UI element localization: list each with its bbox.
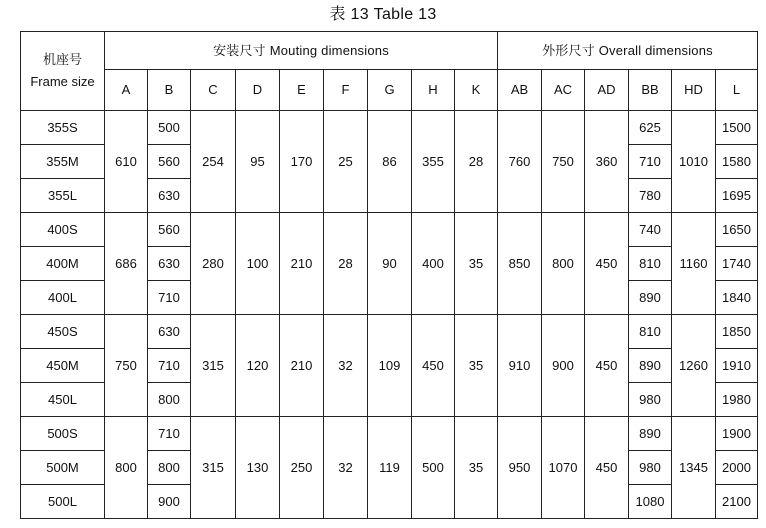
- column-header-d: D: [236, 70, 280, 111]
- cell-a: 800: [105, 417, 148, 519]
- column-header-ad: AD: [585, 70, 629, 111]
- cell-hd: 1160: [672, 213, 716, 315]
- mounting-dimensions-header: 安装尺寸 Mouting dimensions: [105, 32, 498, 70]
- column-header-hd: HD: [672, 70, 716, 111]
- table-row: [21, 417, 758, 451]
- cell-f: 25: [324, 111, 368, 213]
- header-row-columns: [21, 70, 758, 111]
- cell-b: 900: [148, 485, 191, 519]
- cell-bb: 810: [629, 315, 672, 349]
- cell-g: 90: [368, 213, 412, 315]
- cell-k: 28: [455, 111, 498, 213]
- cell-f: 28: [324, 213, 368, 315]
- cell-bb: 1080: [629, 485, 672, 519]
- frame-size-cell: 355S: [21, 111, 105, 145]
- frame-size-header-en: Frame size: [30, 74, 95, 89]
- cell-l: 1695: [716, 179, 758, 213]
- table-body: [21, 111, 758, 519]
- cell-hd: 1260: [672, 315, 716, 417]
- cell-bb: 740: [629, 213, 672, 247]
- cell-g: 109: [368, 315, 412, 417]
- cell-ac: 800: [542, 213, 585, 315]
- frame-size-cell: 355L: [21, 179, 105, 213]
- frame-size-cell: 500S: [21, 417, 105, 451]
- cell-k: 35: [455, 213, 498, 315]
- cell-k: 35: [455, 315, 498, 417]
- frame-size-cell: 450M: [21, 349, 105, 383]
- frame-size-cell: 450S: [21, 315, 105, 349]
- cell-ac: 900: [542, 315, 585, 417]
- cell-d: 100: [236, 213, 280, 315]
- cell-ab: 850: [498, 213, 542, 315]
- cell-e: 210: [280, 213, 324, 315]
- column-header-bb: BB: [629, 70, 672, 111]
- cell-bb: 980: [629, 451, 672, 485]
- cell-ab: 910: [498, 315, 542, 417]
- cell-h: 450: [412, 315, 455, 417]
- cell-g: 86: [368, 111, 412, 213]
- table-row: [21, 111, 758, 145]
- overall-dimensions-header: 外形尺寸 Overall dimensions: [498, 32, 758, 70]
- cell-e: 210: [280, 315, 324, 417]
- cell-ab: 950: [498, 417, 542, 519]
- cell-f: 32: [324, 417, 368, 519]
- column-header-h: H: [412, 70, 455, 111]
- cell-ac: 750: [542, 111, 585, 213]
- column-header-ab: AB: [498, 70, 542, 111]
- cell-b: 630: [148, 247, 191, 281]
- column-header-e: E: [280, 70, 324, 111]
- cell-bb: 780: [629, 179, 672, 213]
- column-header-a: A: [105, 70, 148, 111]
- cell-ad: 450: [585, 315, 629, 417]
- cell-h: 500: [412, 417, 455, 519]
- frame-size-cell: 500M: [21, 451, 105, 485]
- cell-hd: 1010: [672, 111, 716, 213]
- frame-size-header-cn: 机座号: [42, 52, 82, 67]
- cell-l: 1840: [716, 281, 758, 315]
- cell-b: 710: [148, 349, 191, 383]
- cell-h: 400: [412, 213, 455, 315]
- cell-a: 610: [105, 111, 148, 213]
- cell-ab: 760: [498, 111, 542, 213]
- cell-d: 130: [236, 417, 280, 519]
- cell-e: 250: [280, 417, 324, 519]
- cell-c: 315: [191, 417, 236, 519]
- cell-l: 1500: [716, 111, 758, 145]
- cell-l: 1650: [716, 213, 758, 247]
- cell-l: 1580: [716, 145, 758, 179]
- cell-b: 800: [148, 383, 191, 417]
- cell-b: 630: [148, 315, 191, 349]
- column-header-l: L: [716, 70, 758, 111]
- cell-bb: 710: [629, 145, 672, 179]
- cell-bb: 890: [629, 417, 672, 451]
- frame-size-cell: 400L: [21, 281, 105, 315]
- dimensions-table: [20, 31, 758, 519]
- cell-l: 1900: [716, 417, 758, 451]
- cell-l: 1740: [716, 247, 758, 281]
- column-header-b: B: [148, 70, 191, 111]
- table-row: [21, 315, 758, 349]
- cell-bb: 810: [629, 247, 672, 281]
- frame-size-cell: 400S: [21, 213, 105, 247]
- cell-a: 686: [105, 213, 148, 315]
- column-header-g: G: [368, 70, 412, 111]
- cell-f: 32: [324, 315, 368, 417]
- cell-hd: 1345: [672, 417, 716, 519]
- cell-c: 280: [191, 213, 236, 315]
- header-row-groups: [21, 32, 758, 70]
- cell-d: 95: [236, 111, 280, 213]
- cell-c: 254: [191, 111, 236, 213]
- cell-d: 120: [236, 315, 280, 417]
- cell-l: 2000: [716, 451, 758, 485]
- frame-size-cell: 450L: [21, 383, 105, 417]
- frame-size-cell: 400M: [21, 247, 105, 281]
- cell-g: 119: [368, 417, 412, 519]
- cell-ad: 450: [585, 213, 629, 315]
- cell-b: 800: [148, 451, 191, 485]
- cell-b: 560: [148, 213, 191, 247]
- cell-bb: 890: [629, 281, 672, 315]
- cell-b: 710: [148, 281, 191, 315]
- cell-b: 560: [148, 145, 191, 179]
- cell-b: 630: [148, 179, 191, 213]
- cell-e: 170: [280, 111, 324, 213]
- cell-l: 1980: [716, 383, 758, 417]
- frame-size-cell: 500L: [21, 485, 105, 519]
- cell-a: 750: [105, 315, 148, 417]
- cell-k: 35: [455, 417, 498, 519]
- cell-l: 1850: [716, 315, 758, 349]
- cell-ad: 450: [585, 417, 629, 519]
- cell-b: 500: [148, 111, 191, 145]
- cell-bb: 980: [629, 383, 672, 417]
- column-header-c: C: [191, 70, 236, 111]
- cell-ad: 360: [585, 111, 629, 213]
- column-header-k: K: [455, 70, 498, 111]
- cell-bb: 625: [629, 111, 672, 145]
- column-header-ac: AC: [542, 70, 585, 111]
- cell-bb: 890: [629, 349, 672, 383]
- cell-b: 710: [148, 417, 191, 451]
- frame-size-cell: 355M: [21, 145, 105, 179]
- column-header-f: F: [324, 70, 368, 111]
- frame-size-header: [21, 32, 105, 111]
- cell-l: 1910: [716, 349, 758, 383]
- table-caption: 表 13 Table 13: [329, 6, 437, 23]
- cell-l: 2100: [716, 485, 758, 519]
- cell-c: 315: [191, 315, 236, 417]
- cell-h: 355: [412, 111, 455, 213]
- cell-ac: 1070: [542, 417, 585, 519]
- table-row: [21, 213, 758, 247]
